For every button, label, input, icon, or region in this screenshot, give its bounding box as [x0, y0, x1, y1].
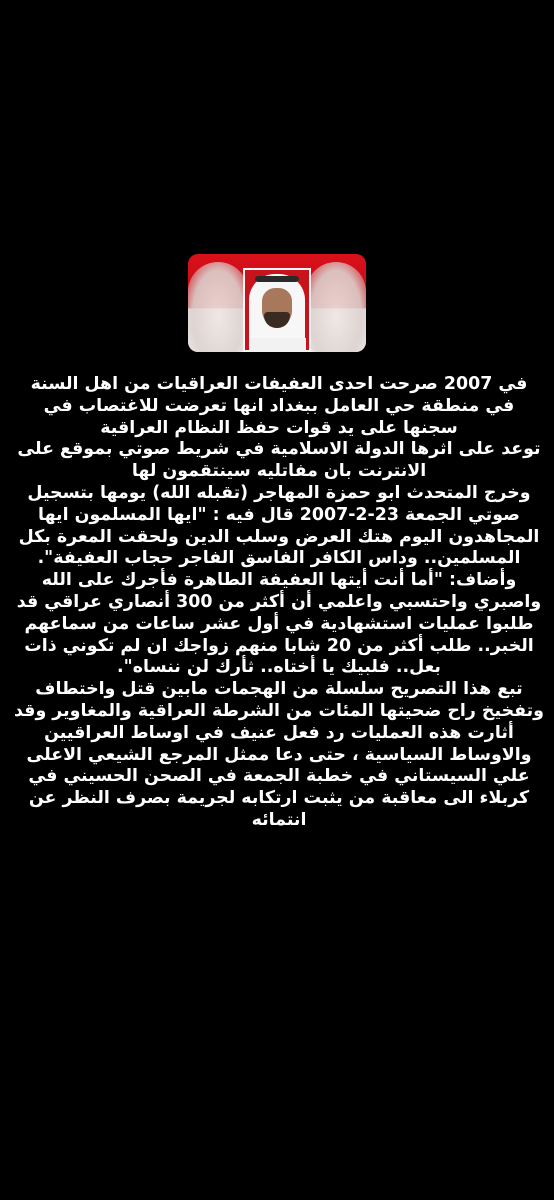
blurred-figure-left: [188, 262, 248, 352]
headband: [255, 276, 299, 282]
paragraph-3: وخرج المتحدث ابو حمزة المهاجر (تقبله الله) يومها بتسجيل صوتي الجمعة 23-2-2007 قال فيه : "ايها المسلمون ايها المجاهدون اليوم هتك العرض وسلب الدين ولحقت المعرة بكل المسلمين.. وداس الكافر الفاسق الفاجر حجاب العفيفة".: [18, 482, 540, 569]
article-text: [14, 374, 544, 832]
blurred-figure-right: [306, 262, 366, 352]
portrait-photo: [188, 254, 366, 352]
paragraph-2: توعد على اثرها الدولة الاسلامية في شريط صوتي بموقع على الانترنت بان مفاتليه سينتقمون لها: [17, 439, 541, 482]
collar: [250, 338, 306, 352]
paragraph-5: تبع هذا التصريح سلسلة من الهجمات مابين قتل واختطاف وتفخيخ راح ضحيتها المئات من الشرطة العراقية والمغاوير وقد أثارت هذه العمليات رد فعل عنيف في اوساط العراقيين والاوساط السياسية ، حتى دعا ممثل المرجع الشيعي الاعلى علي السيستاني في خطبة الجمعة في الصحن الحسيني في كربلاء الى معاقبة من يثبت ارتكابه لجريمة بصرف النظر عن انتمائه: [14, 679, 544, 830]
paragraph-4: وأضاف: "أما أنت أيتها العفيفة الطاهرة فأجرك على الله واصبري واحتسبي واعلمي أن أكثر من 300 أنصاري عراقي قد طلبوا عمليات استشهادية في أول عشر ساعات من سماعهم الخبر.. طلب أكثر من 20 شابا منهم زواجك ان لم تكوني ذات بعل.. فلبيك يا أختاه.. ثأرك لن ننساه".: [16, 570, 542, 678]
paragraph-1: في 2007 صرحت احدى العفيفات العراقيات من اهل السنة في منطقة حي العامل ببغداد انها تعرضت للاغتصاب في سجنها على يد قوات حفظ النظام العراقية: [30, 374, 528, 438]
